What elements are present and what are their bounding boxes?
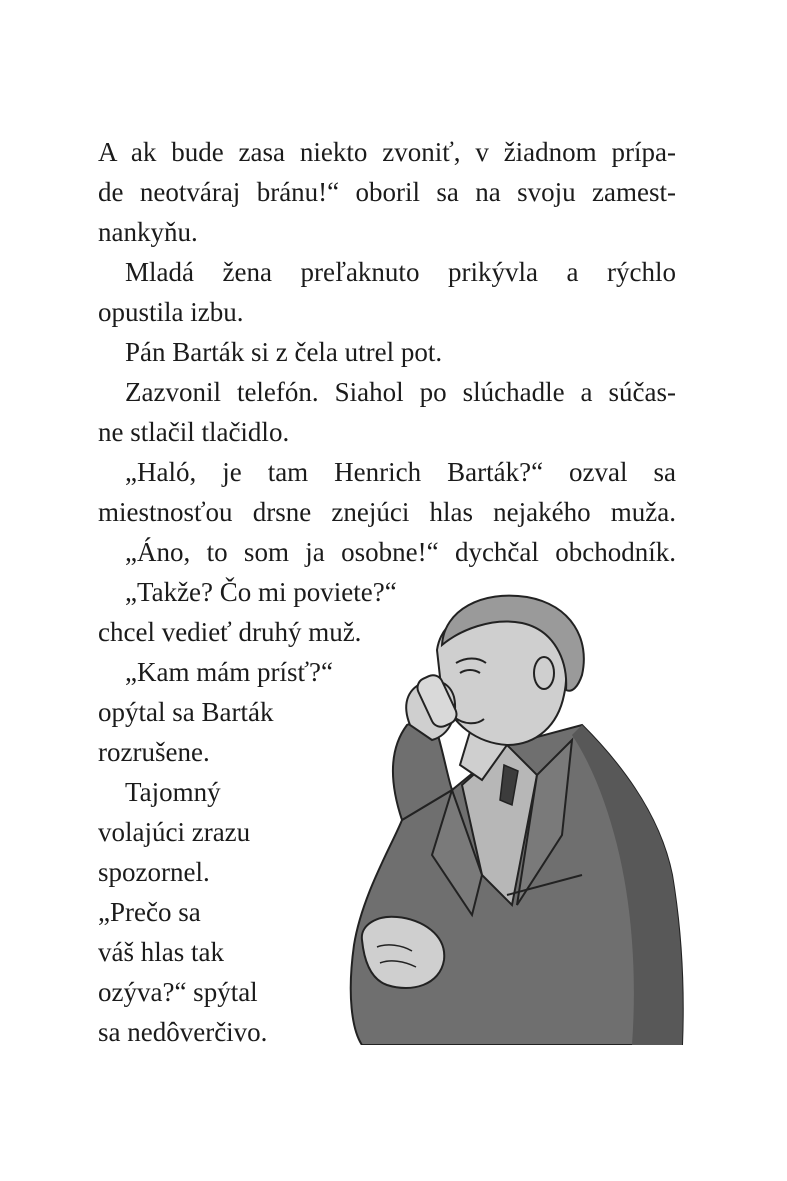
text-line-8: ne stlačil tlačidlo.	[98, 417, 290, 447]
text-line-4: Mladá žena preľaknuto prikývla a rýchlo	[125, 257, 676, 287]
text-line-15: opýtal sa Barták	[98, 697, 274, 727]
text-line-19: spozornel.	[98, 857, 210, 887]
text-line-7: Zazvonil telefón. Siahol po slúchadle a súčas-	[125, 377, 676, 407]
text-line-13: chcel vedieť druhý muž.	[98, 617, 362, 647]
text-line-14: „Kam mám prísť?“	[125, 657, 333, 687]
text-line-12: „Takže? Čo mi poviete?“	[125, 577, 397, 607]
ear	[534, 657, 554, 689]
text-line-20: „Prečo sa	[98, 897, 201, 927]
text-line-21: váš hlas tak	[98, 937, 224, 967]
text-line-2: de neotváraj bránu!“ oboril sa na svoju zamest-	[98, 177, 676, 207]
text-line-1: A ak bude zasa niekto zvoniť, v žiadnom prípa-	[98, 137, 676, 167]
text-line-22: ozýva?“ spýtal	[98, 977, 258, 1007]
text-line-11: „Áno, to som ja osobne!“ dychčal obchodník.	[125, 537, 676, 567]
text-line-9: „Haló, je tam Henrich Barták?“ ozval sa	[125, 457, 676, 487]
text-line-5: opustila izbu.	[98, 297, 244, 327]
man-on-phone-illustration	[332, 575, 692, 1045]
text-line-16: rozrušene.	[98, 737, 210, 767]
text-line-6: Pán Barták si z čela utrel pot.	[125, 337, 443, 367]
text-line-23: sa nedôverčivo.	[98, 1017, 268, 1047]
text-line-17: Tajomný	[125, 777, 221, 807]
text-line-3: nankyňu.	[98, 217, 198, 247]
text-line-18: volajúci zrazu	[98, 817, 251, 847]
text-line-10: miestnosťou drsne znejúci hlas nejakého muža.	[98, 497, 676, 527]
